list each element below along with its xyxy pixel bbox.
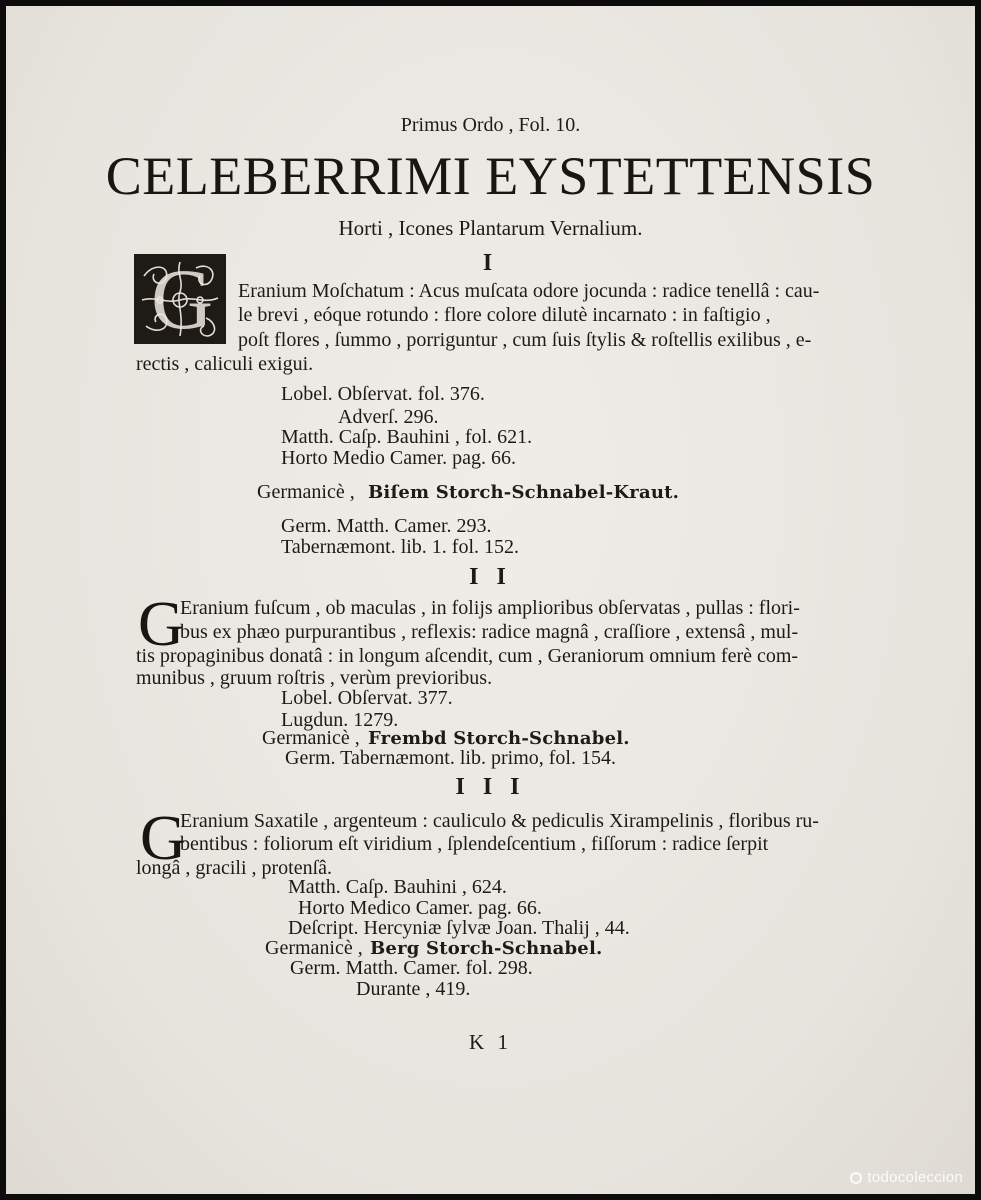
entry-2-initial: G [138,588,185,659]
entry-3-german-ref-2: Durante , 419. [356,978,471,1000]
entry-3-german-name: Berg Storch-Schnabel. [370,938,603,959]
entry-1-ref-1: Lobel. Obſervat. fol. 376. [281,383,485,405]
page-subtitle: Horti , Icones Plantarum Vernalium. [338,216,643,240]
entry-1-ref-3: Matth. Caſp. Bauhini , fol. 621. [281,426,533,448]
running-head: Primus Ordo , Fol. 10. [400,114,581,136]
entry-3-line-2: bentibus : foliorum eſt viridium , ſplendeſcentium , fiſſorum : radice ſerpit [180,833,769,855]
entry-3-line-1: Eranium Saxatile , argenteum : cauliculo & pediculis Xirampelinis , floribus ru- [180,810,819,832]
entry-2-german-label: Germanicè , [262,727,360,749]
entry-1-line-3: poſt flores , ſummo , porriguntur , cum ſuis ſtylis & roſtellis exilibus , e- [238,329,812,351]
entry-3-german-ref-1: Germ. Matth. Camer. fol. 298. [290,957,533,979]
page-title: CELEBERRIMI EYSTETTENSIS [105,146,876,206]
entry-3-numeral: I I I [455,774,526,800]
entry-2-ref-2: Lugdun. 1279. [281,709,399,731]
entry-3-line-3: longâ , gracili , protenſâ. [136,857,333,879]
entry-3-ref-1: Matth. Caſp. Bauhini , 624. [288,876,507,898]
entry-1-german-name: Biſem Storch-Schnabel-Kraut. [368,482,680,503]
entry-2-ref-1: Lobel. Obſervat. 377. [281,687,453,709]
entry-2-german-name: Frembd Storch-Schnabel. [368,728,630,749]
entry-1-line-1: Eranium Moſchatum : Acus muſcata odore jocunda : radice tenellâ : cau- [238,280,820,302]
entry-2-line-4: munibus , gruum roſtris , verùm previoribus. [136,667,493,689]
entry-2-line-2: bus ex phæo purpurantibus , reflexis: radice magnâ , craſſiore , extensâ , mul- [180,621,799,643]
entry-2-line-1: Eranium fuſcum , ob maculas , in folijs amplioribus obſervatas , pullas : flori- [180,597,800,619]
watermark-logo-icon [850,1172,862,1184]
watermark [850,1169,963,1186]
entry-2-german-ref-1: Germ. Tabernæmont. lib. primo, fol. 154. [285,747,616,769]
entry-3-ref-3: Deſcript. Hercyniæ ſylvæ Joan. Thalij , 44. [288,917,630,939]
entry-1-ref-2: Adverſ. 296. [338,406,439,428]
watermark-text: todocoleccion [867,1169,963,1186]
ornamental-initial [134,251,226,347]
entry-1-german-ref-1: Germ. Matth. Camer. 293. [281,515,492,537]
entry-1-ref-4: Horto Medio Camer. pag. 66. [281,447,516,469]
entry-2-numeral: I I [469,564,512,590]
entry-2-line-3: tis propaginibus donatâ : in longum aſcendit, cum , Geraniorum omnium ferè com- [136,645,799,667]
entry-1-line-2: le brevi , eóque rotundo : flore colore dilutè incarnato : in faſtigio , [238,304,771,326]
entry-1-numeral: I [482,250,499,276]
entry-1-german-ref-2: Tabernæmont. lib. 1. fol. 152. [281,536,520,558]
entry-1-german-label: Germanicè , [257,481,355,503]
entry-3-german-label: Germanicè , [265,937,363,959]
entry-1-line-4: rectis , caliculi exigui. [136,353,314,375]
initial-letter: G [150,251,214,347]
entry-3-initial: G [140,802,187,873]
signature-mark: K 1 [469,1030,512,1054]
entry-3-ref-2: Horto Medico Camer. pag. 66. [298,897,542,919]
